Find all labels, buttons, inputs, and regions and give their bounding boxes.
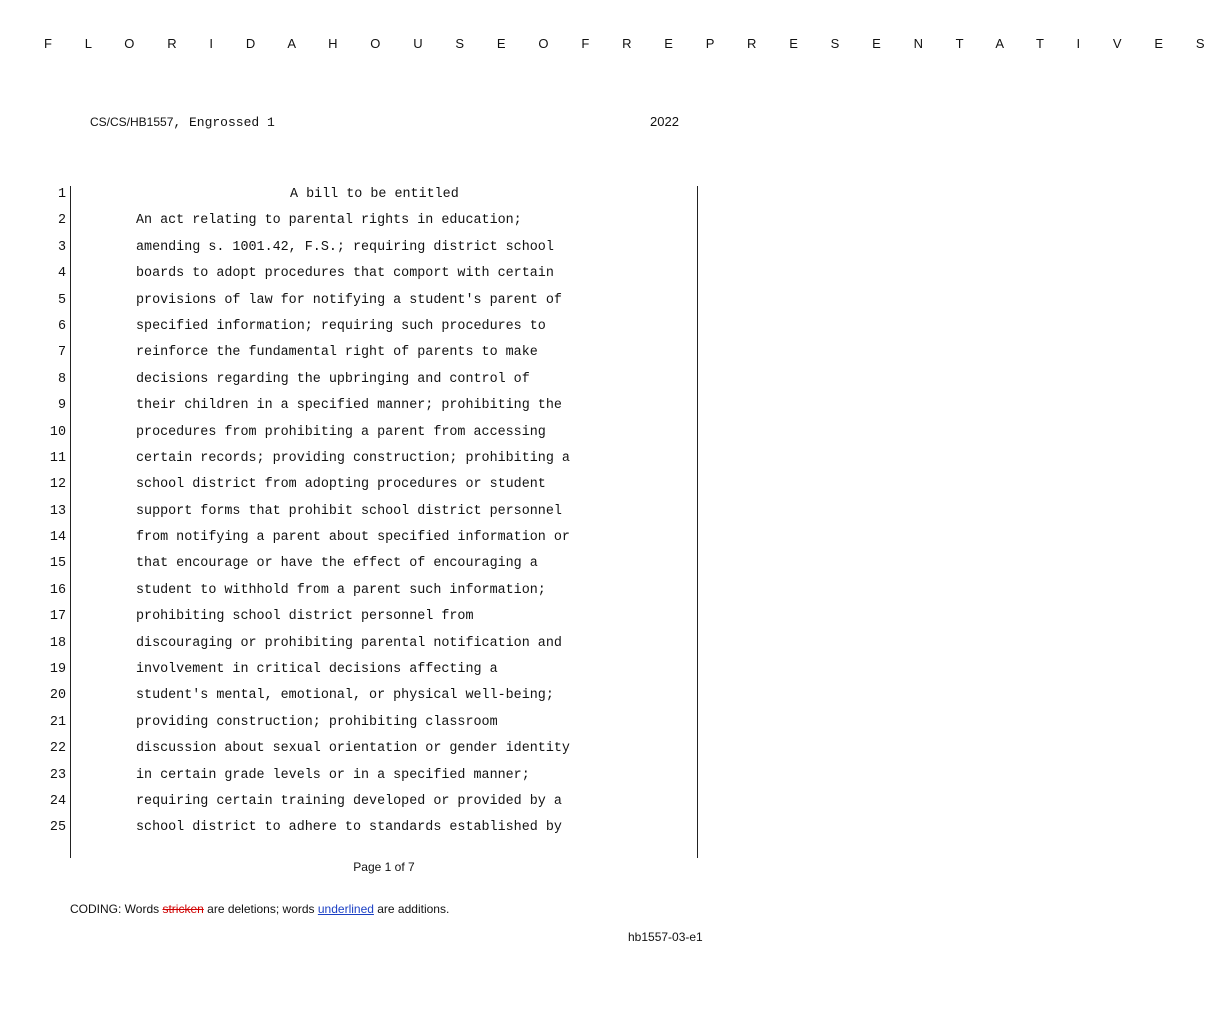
- bill-line: [0, 367, 768, 393]
- line-number: 23: [49, 767, 66, 783]
- chamber-banner: F L O R I D A H O U S E O F R E P R E S E N T A T I V E S: [44, 36, 1219, 51]
- line-text: decisions regarding the upbringing and control of: [136, 371, 530, 387]
- bill-line: [0, 182, 768, 208]
- line-text: support forms that prohibit school district personnel: [136, 503, 562, 519]
- line-number: 25: [49, 820, 66, 836]
- line-number: 24: [49, 793, 66, 809]
- line-text: provisions of law for notifying a student's parent of: [136, 292, 562, 308]
- line-number: 16: [49, 582, 66, 598]
- line-number: 6: [57, 318, 66, 334]
- line-text: procedures from prohibiting a parent from accessing: [136, 424, 546, 440]
- line-number: 4: [57, 266, 66, 282]
- coding-legend: [70, 902, 449, 916]
- bill-line: [0, 420, 768, 446]
- bill-status: , Engrossed 1: [173, 115, 275, 130]
- document-code: hb1557-03-e1: [628, 930, 703, 944]
- line-text: in certain grade levels or in a specified manner;: [136, 767, 530, 783]
- bill-line: [0, 208, 768, 234]
- line-text: requiring certain training developed or provided by a: [136, 793, 562, 809]
- line-text: prohibiting school district personnel from: [136, 609, 474, 625]
- line-number: 22: [49, 741, 66, 757]
- bill-line: [0, 551, 768, 577]
- bill-line: [0, 789, 768, 815]
- line-text: specified information; requiring such procedures to: [136, 318, 546, 334]
- line-number: 8: [57, 371, 66, 387]
- bill-line: [0, 710, 768, 736]
- line-number: 5: [57, 292, 66, 308]
- page-number: Page 1 of 7: [353, 860, 415, 874]
- bill-title: A bill to be entitled: [290, 187, 459, 202]
- coding-stricken-example: stricken: [162, 902, 204, 916]
- coding-middle: are deletions; words: [203, 902, 318, 916]
- line-number: 10: [49, 424, 66, 440]
- bill-line: [0, 683, 768, 709]
- coding-suffix: are additions.: [373, 902, 450, 916]
- line-number: 1: [57, 187, 66, 202]
- line-text: discussion about sexual orientation or gender identity: [136, 741, 570, 757]
- bill-line: [0, 340, 768, 366]
- line-text: An act relating to parental rights in education;: [136, 213, 522, 229]
- bill-identifier: [90, 114, 275, 130]
- line-number: 18: [49, 635, 66, 651]
- line-number: 12: [49, 477, 66, 493]
- coding-underlined-example: underlined: [317, 902, 374, 916]
- line-number: 19: [49, 662, 66, 678]
- line-text: boards to adopt procedures that comport with certain: [136, 266, 554, 282]
- line-text: providing construction; prohibiting classroom: [136, 714, 498, 730]
- bill-line: [0, 314, 768, 340]
- bill-line: [0, 736, 768, 762]
- line-text: from notifying a parent about specified information or: [136, 530, 570, 546]
- bill-line: [0, 261, 768, 287]
- line-number: 9: [57, 398, 66, 414]
- bill-line: [0, 446, 768, 472]
- line-text: reinforce the fundamental right of parents to make: [136, 345, 538, 361]
- coding-prefix: CODING: Words: [70, 902, 163, 916]
- bill-line: [0, 525, 768, 551]
- line-text: school district from adopting procedures or student: [136, 477, 546, 493]
- session-year: 2022: [650, 114, 679, 129]
- line-text: certain records; providing construction; prohibiting a: [136, 450, 570, 466]
- line-number: 20: [49, 688, 66, 704]
- bill-line: [0, 604, 768, 630]
- line-number: 2: [57, 213, 66, 229]
- bill-line: [0, 815, 768, 841]
- line-number: 17: [49, 609, 66, 625]
- line-number: 7: [57, 345, 66, 361]
- bill-line: [0, 578, 768, 604]
- line-number: 21: [49, 714, 66, 730]
- line-text: student's mental, emotional, or physical well-being;: [136, 688, 554, 704]
- line-number: 3: [57, 239, 66, 255]
- bill-line: [0, 288, 768, 314]
- line-text: discouraging or prohibiting parental notification and: [136, 635, 562, 651]
- line-text: school district to adhere to standards established by: [136, 820, 562, 836]
- bill-line: [0, 763, 768, 789]
- bill-line: [0, 393, 768, 419]
- bill-line: [0, 657, 768, 683]
- bill-line: [0, 499, 768, 525]
- bill-number: CS/CS/HB1557: [90, 115, 174, 129]
- bill-line: [0, 472, 768, 498]
- bill-text: [0, 182, 768, 842]
- line-text: amending s. 1001.42, F.S.; requiring district school: [136, 239, 554, 255]
- line-number: 14: [49, 530, 66, 546]
- line-text: involvement in critical decisions affecting a: [136, 662, 498, 678]
- line-number: 11: [49, 450, 66, 466]
- line-number: 15: [49, 556, 66, 572]
- line-text: their children in a specified manner; prohibiting the: [136, 398, 562, 414]
- line-text: that encourage or have the effect of encouraging a: [136, 556, 538, 572]
- line-number: 13: [49, 503, 66, 519]
- line-text: student to withhold from a parent such information;: [136, 582, 546, 598]
- bill-line: [0, 631, 768, 657]
- bill-line: [0, 235, 768, 261]
